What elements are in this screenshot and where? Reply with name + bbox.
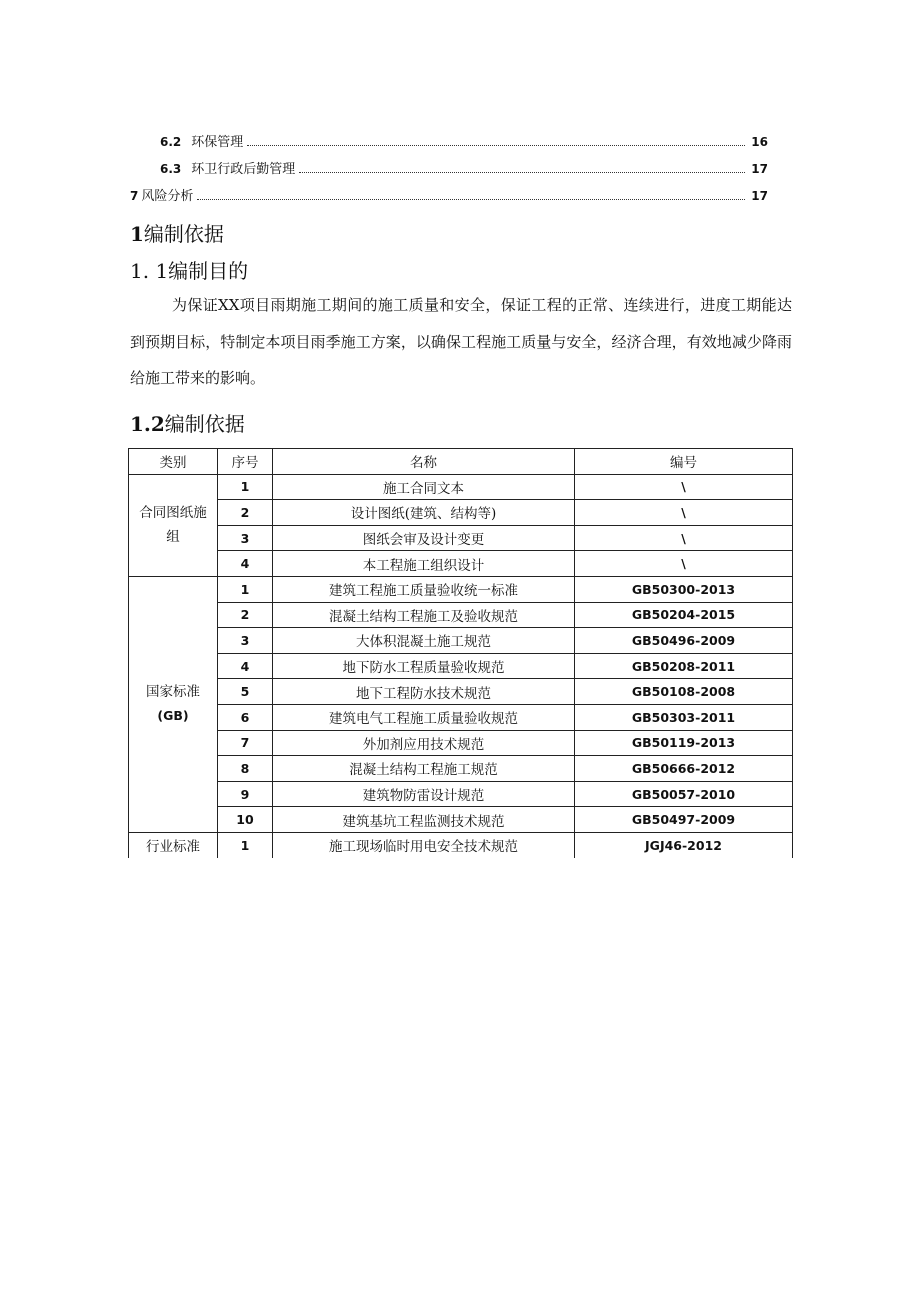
toc-number: 6.2: [160, 135, 182, 149]
row-name: 建筑物防雷设计规范: [273, 781, 575, 807]
row-name: 建筑工程施工质量验收统一标准: [273, 576, 575, 602]
row-name: 施工现场临时用电安全技术规范: [273, 832, 575, 857]
section-title: 编制目的: [168, 259, 249, 283]
toc-page-number: 16: [751, 135, 768, 149]
row-code: GB50497-2009: [575, 807, 793, 833]
category-label: 国家标准: [146, 684, 200, 701]
table-row: [129, 474, 793, 500]
table-row: [129, 832, 793, 857]
row-code: JGJ46-2012: [575, 832, 793, 857]
row-number: 4: [218, 551, 273, 577]
table-row: [129, 679, 793, 705]
row-code: GB50108-2008: [575, 679, 793, 705]
row-code: GB50666-2012: [575, 756, 793, 782]
row-code: \: [575, 525, 793, 551]
column-header-category: 类别: [129, 449, 218, 475]
toc-number: 7: [130, 189, 139, 203]
category-cell-contract: [129, 474, 218, 576]
category-label: (GB): [157, 708, 189, 724]
toc-leader-dots: [247, 145, 745, 146]
row-number: 1: [218, 474, 273, 500]
row-name: 施工合同文本: [273, 474, 575, 500]
section-title: 编制依据: [143, 222, 224, 246]
row-name: 设计图纸(建筑、结构等): [273, 500, 575, 526]
table-row: [129, 730, 793, 756]
table-row: [129, 576, 793, 602]
row-name: 混凝土结构工程施工及验收规范: [273, 602, 575, 628]
section-title: 编制依据: [164, 412, 245, 436]
basis-table: [128, 448, 793, 858]
table-row: [129, 500, 793, 526]
row-name: 地下工程防水技术规范: [273, 679, 575, 705]
row-code: GB50208-2011: [575, 653, 793, 679]
toc-title: 环保管理: [191, 135, 244, 150]
row-number: 3: [218, 628, 273, 654]
table-row: [129, 756, 793, 782]
row-name: 建筑电气工程施工质量验收规范: [273, 704, 575, 730]
table-row: [129, 628, 793, 654]
row-name: 建筑基坑工程监测技术规范: [273, 807, 575, 833]
toc-entry[interactable]: [160, 131, 768, 150]
category-cell-gb: [129, 576, 218, 832]
row-name: 外加剂应用技术规范: [273, 730, 575, 756]
row-name: 本工程施工组织设计: [273, 551, 575, 577]
toc-page-number: 17: [751, 189, 768, 203]
table-row: [129, 525, 793, 551]
toc-entry[interactable]: [160, 158, 768, 177]
row-number: 2: [218, 602, 273, 628]
table-row: [129, 807, 793, 833]
row-name: 地下防水工程质量验收规范: [273, 653, 575, 679]
row-code: GB50496-2009: [575, 628, 793, 654]
toc-number: 6.3: [160, 162, 182, 176]
row-number: 6: [218, 704, 273, 730]
row-number: 9: [218, 781, 273, 807]
table-row: [129, 704, 793, 730]
table-row: [129, 551, 793, 577]
row-code: \: [575, 551, 793, 577]
table-row: [129, 653, 793, 679]
table-row: [129, 781, 793, 807]
row-code: GB50300-2013: [575, 576, 793, 602]
toc-entry[interactable]: [130, 185, 768, 204]
toc-leader-dots: [197, 199, 745, 200]
category-label: 组: [166, 529, 180, 546]
toc-leader-dots: [299, 172, 745, 173]
row-name: 混凝土结构工程施工规范: [273, 756, 575, 782]
section-number: 1. 1: [130, 259, 169, 283]
section-heading-1-1: [130, 255, 248, 284]
row-name: 图纸会审及设计变更: [273, 525, 575, 551]
column-header-name: 名称: [273, 449, 575, 475]
column-header-number: 序号: [218, 449, 273, 475]
row-number: 8: [218, 756, 273, 782]
row-number: 1: [218, 832, 273, 857]
table-row: [129, 602, 793, 628]
column-header-code: 编号: [575, 449, 793, 475]
row-number: 10: [218, 807, 273, 833]
toc-title: 风险分析: [141, 189, 194, 204]
row-number: 3: [218, 525, 273, 551]
category-cell-industry: 行业标准: [129, 832, 218, 857]
row-number: 7: [218, 730, 273, 756]
row-name: 大体积混凝土施工规范: [273, 628, 575, 654]
row-code: \: [575, 500, 793, 526]
section-number: 1: [130, 222, 144, 246]
row-code: GB50204-2015: [575, 602, 793, 628]
row-code: GB50119-2013: [575, 730, 793, 756]
toc-title: 环卫行政后勤管理: [191, 162, 296, 177]
toc-page-number: 17: [751, 162, 768, 176]
table-header-row: [129, 449, 793, 475]
section-number: 1.2: [130, 412, 165, 436]
purpose-paragraph: 为保证XX项目雨期施工期间的施工质量和安全，保证工程的正常、连续进行，进度工期能达到预期目标，特制定本项目雨季施工方案，以确保工程施工质量与安全，经济合理，有效地减少降雨给施工带来的影响。: [130, 296, 792, 387]
row-code: \: [575, 474, 793, 500]
category-label: 合同图纸施: [139, 505, 207, 522]
row-number: 2: [218, 500, 273, 526]
row-code: GB50303-2011: [575, 704, 793, 730]
row-number: 1: [218, 576, 273, 602]
row-code: GB50057-2010: [575, 781, 793, 807]
row-number: 5: [218, 679, 273, 705]
section-heading-1-2: [130, 408, 245, 437]
row-number: 4: [218, 653, 273, 679]
section-heading-1: [130, 218, 224, 247]
